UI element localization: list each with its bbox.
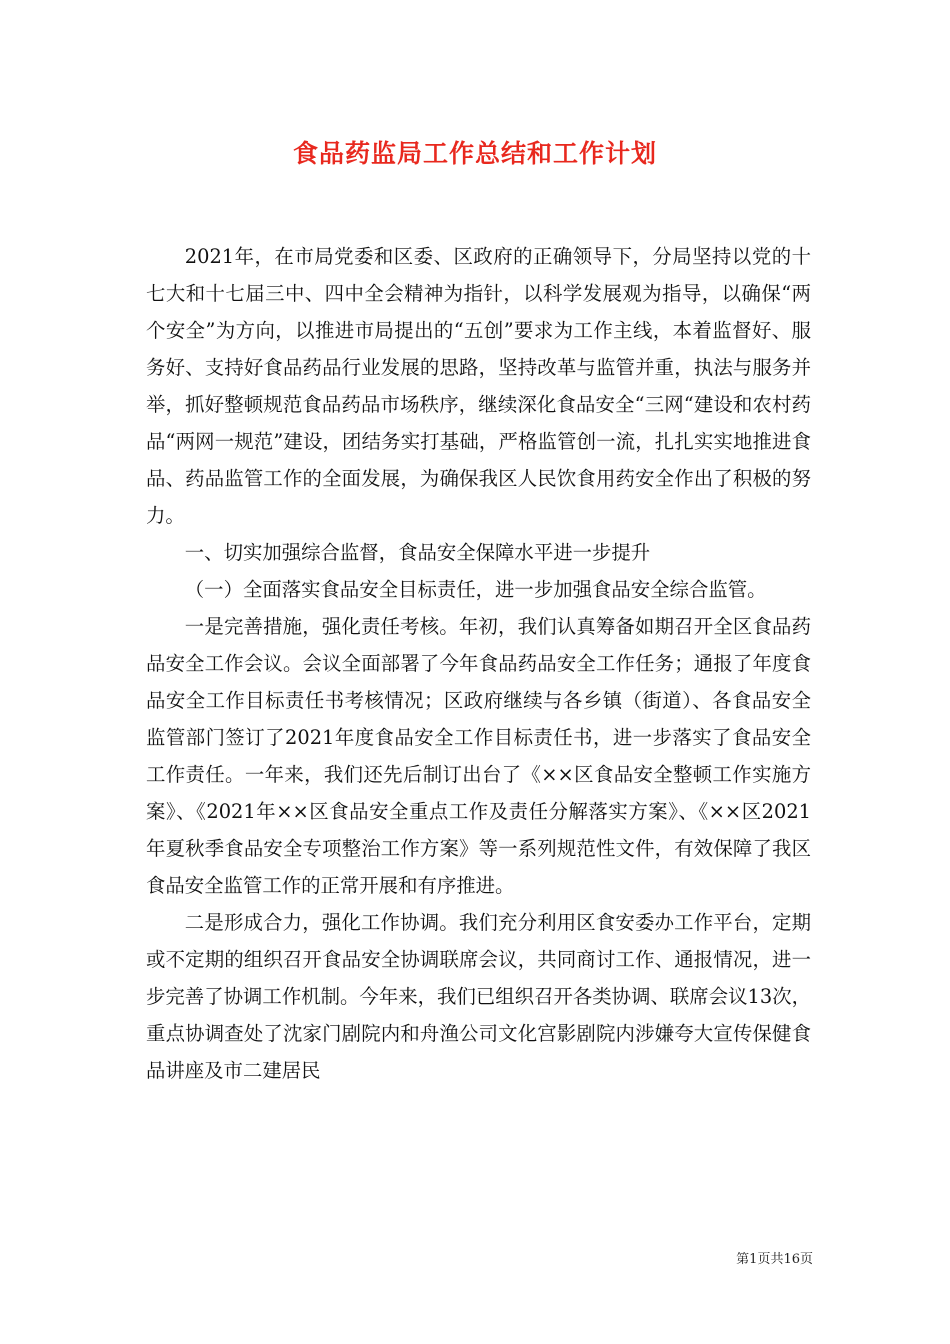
subsection-heading-1: （一）全面落实食品安全目标责任，进一步加强食品安全综合监管。	[184, 578, 767, 601]
paragraph-second-measure: 二是形成合力，强化工作协调。我们充分利用区食安委办工作平台，定期或不定期的组织召开食品安全协调联席会议，共同商讨工作、通报情况，进一步完善了协调工作机制。今年来，我们已组织召开各类协调、联席会议13次，重点协调查处了沈家门剧院内和舟渔公司文化宫影剧院内涉嫌夸大宣传保健食品讲座及市二建居民	[146, 911, 811, 1082]
document-body	[146, 238, 811, 1089]
paragraph-intro: 2021年，在市局党委和区委、区政府的正确领导下，分局坚持以党的十七大和十七届三中、四中全会精神为指针，以科学发展观为指导，以确保“两个安全”为方向，以推进市局提出的“五创”要求为工作主线，本着监督好、服务好、支持好食品药品行业发展的思路，坚持改革与监管并重，执法与服务并举，抓好整顿规范食品药品市场秩序，继续深化食品安全“三网“建设和农村药品“两网一规范”建设，团结务实打基础，严格监管创一流，扎扎实实地推进食品、药品监管工作的全面发展，为确保我区人民饮食用药安全作出了积极的努力。	[146, 245, 811, 527]
document-title: 食品药监局工作总结和工作计划	[292, 139, 657, 168]
paragraph-first-measure: 一是完善措施，强化责任考核。年初，我们认真筹备如期召开全区食品药品安全工作会议。会议全面部署了今年食品药品安全工作任务；通报了年度食品安全工作目标责任书考核情况；区政府继续与各乡镇（街道）、各食品安全监管部门签订了2021年度食品安全工作目标责任书，进一步落实了食品安全工作责任。一年来，我们还先后制订出台了《××区食品安全整顿工作实施方案》、《2021年××区食品安全重点工作及责任分解落实方案》、《××区2021年夏秋季食品安全专项整治工作方案》等一系列规范性文件，有效保障了我区食品安全监管工作的正常开展和有序推进。	[146, 615, 811, 897]
page-number: 第1页共16页	[736, 1252, 813, 1267]
section-heading-1: 一、切实加强综合监督，食品安全保障水平进一步提升	[184, 541, 651, 564]
